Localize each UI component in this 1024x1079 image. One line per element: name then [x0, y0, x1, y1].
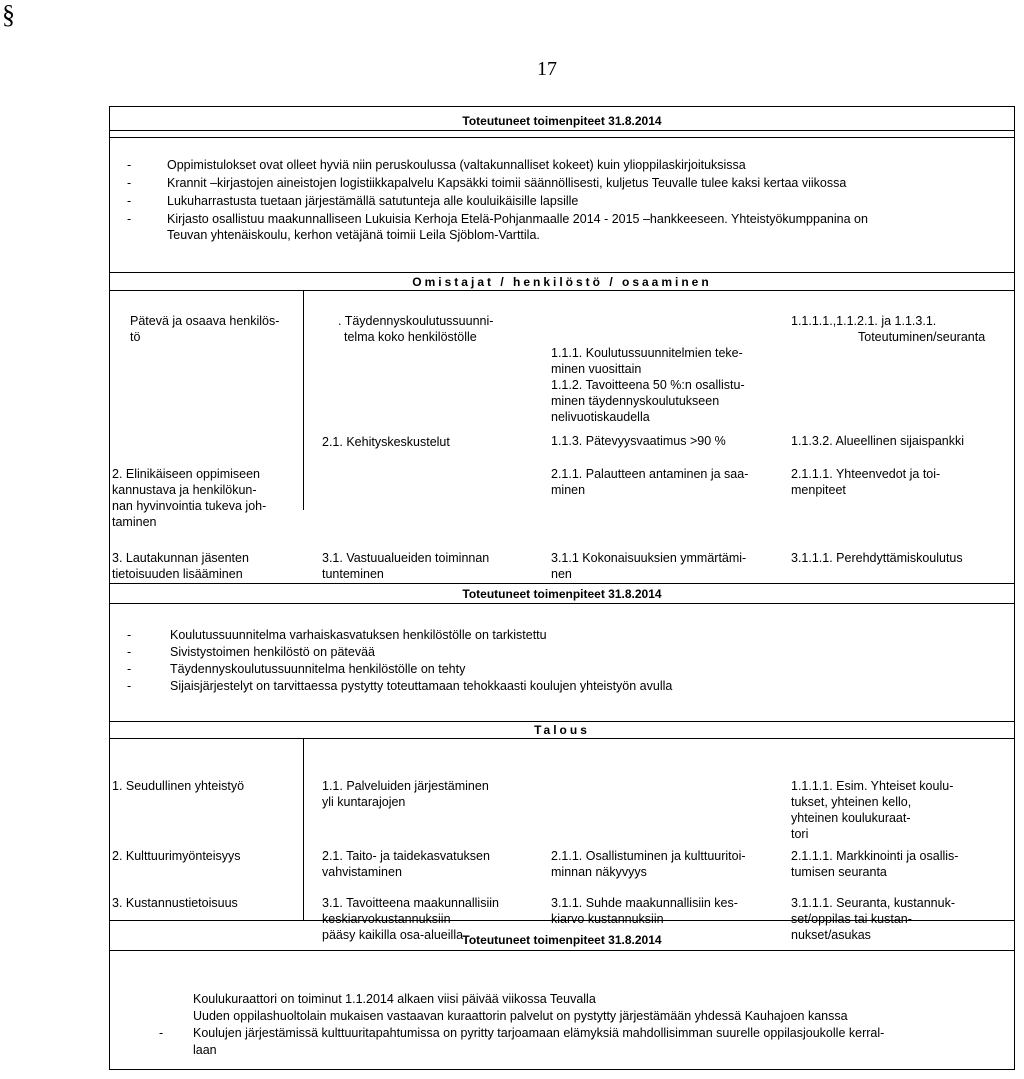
divider — [109, 137, 1015, 138]
omistajat-row2-goal: 2. Elinikäiseen oppimiseen kannustava ja henkilökun- nan hyvinvointia tukeva joh- taminen — [112, 467, 267, 529]
bullet-text: Kirjasto osallistuu maakunnalliseen Lukuisia Kerhoja Etelä-Pohjanmaalle 2014 - 2015 –hankkeeseen. Yhteistyökumppanina on — [167, 212, 868, 226]
bullet-text: Sivistystoimen henkilöstö on pätevää — [170, 645, 375, 659]
bullet-text: Sijaisjärjestelyt on tarvittaessa pystytty toteuttamaan tehokkaasti koulujen yhteistyön avulla — [170, 679, 673, 693]
talous-row3-measure: 3.1. Tavoitteena maakunnallisiin keskiarvokustannuksiin pääsy kaikilla osa-alueilla — [322, 896, 499, 942]
bullet-dash: - — [127, 176, 132, 190]
divider — [109, 738, 1015, 739]
omistajat-row1-target: 1.1.1. Koulutussuunnitelmien teke- minen vuosittain 1.1.2. Tavoitteena 50 %:n osallistu- minen täydennyskoulutukseen nelivuotiskaudella 1.1.3. Pätevyysvaatimus >90 % — [551, 346, 745, 448]
bullet-dash: - — [159, 1026, 164, 1040]
bullet-text: Koulutussuunnitelma varhaiskasvatuksen henkilöstölle on tarkistettu — [170, 628, 547, 642]
text-line: Koulujen järjestämissä kulttuuritapahtumissa on pyritty tarjoamaan elämyksiä mahdollisimman suurelle oppilasjoukolle kerral- — [193, 1026, 885, 1040]
bullet-dash: - — [127, 662, 132, 676]
divider — [109, 583, 1015, 584]
bullet-dash: - — [127, 194, 132, 208]
section-header-toteutuneet-2: Toteutuneet toimenpiteet 31.8.2014 — [462, 587, 662, 601]
omistajat-row3-measure: 3.1. Vastuualueiden toiminnan tunteminen — [322, 551, 490, 581]
omistajat-row2-measure: 2.1. Kehityskeskustelut — [322, 435, 450, 449]
section-header-omistajat: Omistajat / henkilöstö / osaaminen — [412, 275, 712, 289]
divider — [109, 950, 1015, 951]
talous-row3-goal: 3. Kustannustietoisuus — [112, 896, 238, 910]
omistajat-row3-followup: 3.1.1.1. Perehdyttämiskoulutus — [791, 551, 963, 565]
divider — [109, 290, 1015, 291]
talous-row3-followup: 3.1.1.1. Seuranta, kustannuk- set/oppilas tai kustan- nukset/asukas — [791, 896, 955, 942]
divider — [109, 721, 1015, 722]
column-divider — [303, 738, 304, 920]
omistajat-row1-followup-2: 1.1.3.2. Alueellinen sijaispankki — [791, 434, 965, 448]
omistajat-row1-measure: . Täydennyskoulutussuunni- telma koko henkilöstölle — [338, 314, 494, 344]
omistajat-row2-followup: 2.1.1.1. Yhteenvedot ja toi- menpiteet — [791, 467, 941, 497]
bullet-text: Täydennyskoulutussuunnitelma henkilöstölle on tehty — [170, 662, 466, 676]
bullet-dash: - — [127, 628, 132, 642]
omistajat-row3-target: 3.1.1 Kokonaisuuksien ymmärtämi- nen — [551, 551, 747, 581]
divider — [109, 603, 1015, 604]
text-line: Koulukuraattori on toiminut 1.1.2014 alkaen viisi päivää viikossa Teuvalla — [193, 992, 596, 1006]
talous-row1-measure: 1.1. Palveluiden järjestäminen yli kuntarajojen — [322, 779, 489, 809]
text-line: Uuden oppilashuoltolain mukaisen vastaavan kuraattorin palvelut on pystytty järjestämään yhdessä Kauhajoen kanssa — [193, 1009, 848, 1023]
omistajat-row1-goal: Pätevä ja osaava henkilös- tö — [130, 314, 280, 344]
column-divider — [303, 290, 304, 510]
page-number: 17 — [537, 58, 557, 80]
bullet-dash: - — [127, 645, 132, 659]
omistajat-row1-followup: 1.1.1.1.,1.1.2.1. ja 1.1.3.1. Toteutuminen/seuranta — [791, 314, 986, 344]
text-line: laan — [193, 1043, 217, 1057]
bullet-text: Krannit –kirjastojen aineistojen logistiikkapalvelu Kapsäkki toimii säännöllisesti, kuljetus Teuvalle tulee kaksi kertaa viikossa — [167, 176, 847, 190]
divider — [109, 920, 1015, 921]
divider — [109, 130, 1015, 131]
talous-row2-goal: 2. Kulttuurimyönteisyys — [112, 849, 241, 863]
section-header-toteutuneet-3: Toteutuneet toimenpiteet 31.8.2014 — [462, 933, 662, 947]
section-sign: § — [2, 0, 15, 29]
bullet-text: Lukuharrastusta tuetaan järjestämällä satutunteja alle kouluikäisille lapsille — [167, 194, 579, 208]
talous-row2-followup: 2.1.1.1. Markkinointi ja osallis- tumisen seuranta — [791, 849, 959, 879]
talous-row1-followup: 1.1.1.1. Esim. Yhteiset koulu- tukset, yhteinen kello, yhteinen koulukuraat- tori — [791, 779, 954, 841]
omistajat-row2-target: 2.1.1. Palautteen antaminen ja saa- minen — [551, 467, 749, 497]
bullet-text-continued: Teuvan yhtenäiskoulu, kerhon vetäjänä toimii Leila Sjöblom-Varttila. — [167, 228, 540, 242]
divider — [109, 272, 1015, 273]
bullet-dash: - — [127, 679, 132, 693]
section-header-talous: Talous — [534, 723, 590, 737]
bullet-dash: - — [127, 158, 132, 172]
talous-row3-target: 3.1.1. Suhde maakunnallisiin kes- kiarvo kustannuksiin — [551, 896, 738, 926]
bullet-dash: - — [127, 212, 132, 226]
bullet-text: Oppimistulokset ovat olleet hyviä niin peruskoulussa (valtakunnalliset kokeet) kuin ylioppilaskirjoituksissa — [167, 158, 746, 172]
talous-row1-goal: 1. Seudullinen yhteistyö — [112, 779, 245, 793]
talous-row2-measure: 2.1. Taito- ja taidekasvatuksen vahvistaminen — [322, 849, 490, 879]
omistajat-row3-goal: 3. Lautakunnan jäsenten tietoisuuden lisääminen — [112, 551, 249, 581]
talous-row2-target: 2.1.1. Osallistuminen ja kulttuuritoi- minnan näkyvyys — [551, 849, 746, 879]
section-header-toteutuneet-1: Toteutuneet toimenpiteet 31.8.2014 — [462, 114, 662, 128]
